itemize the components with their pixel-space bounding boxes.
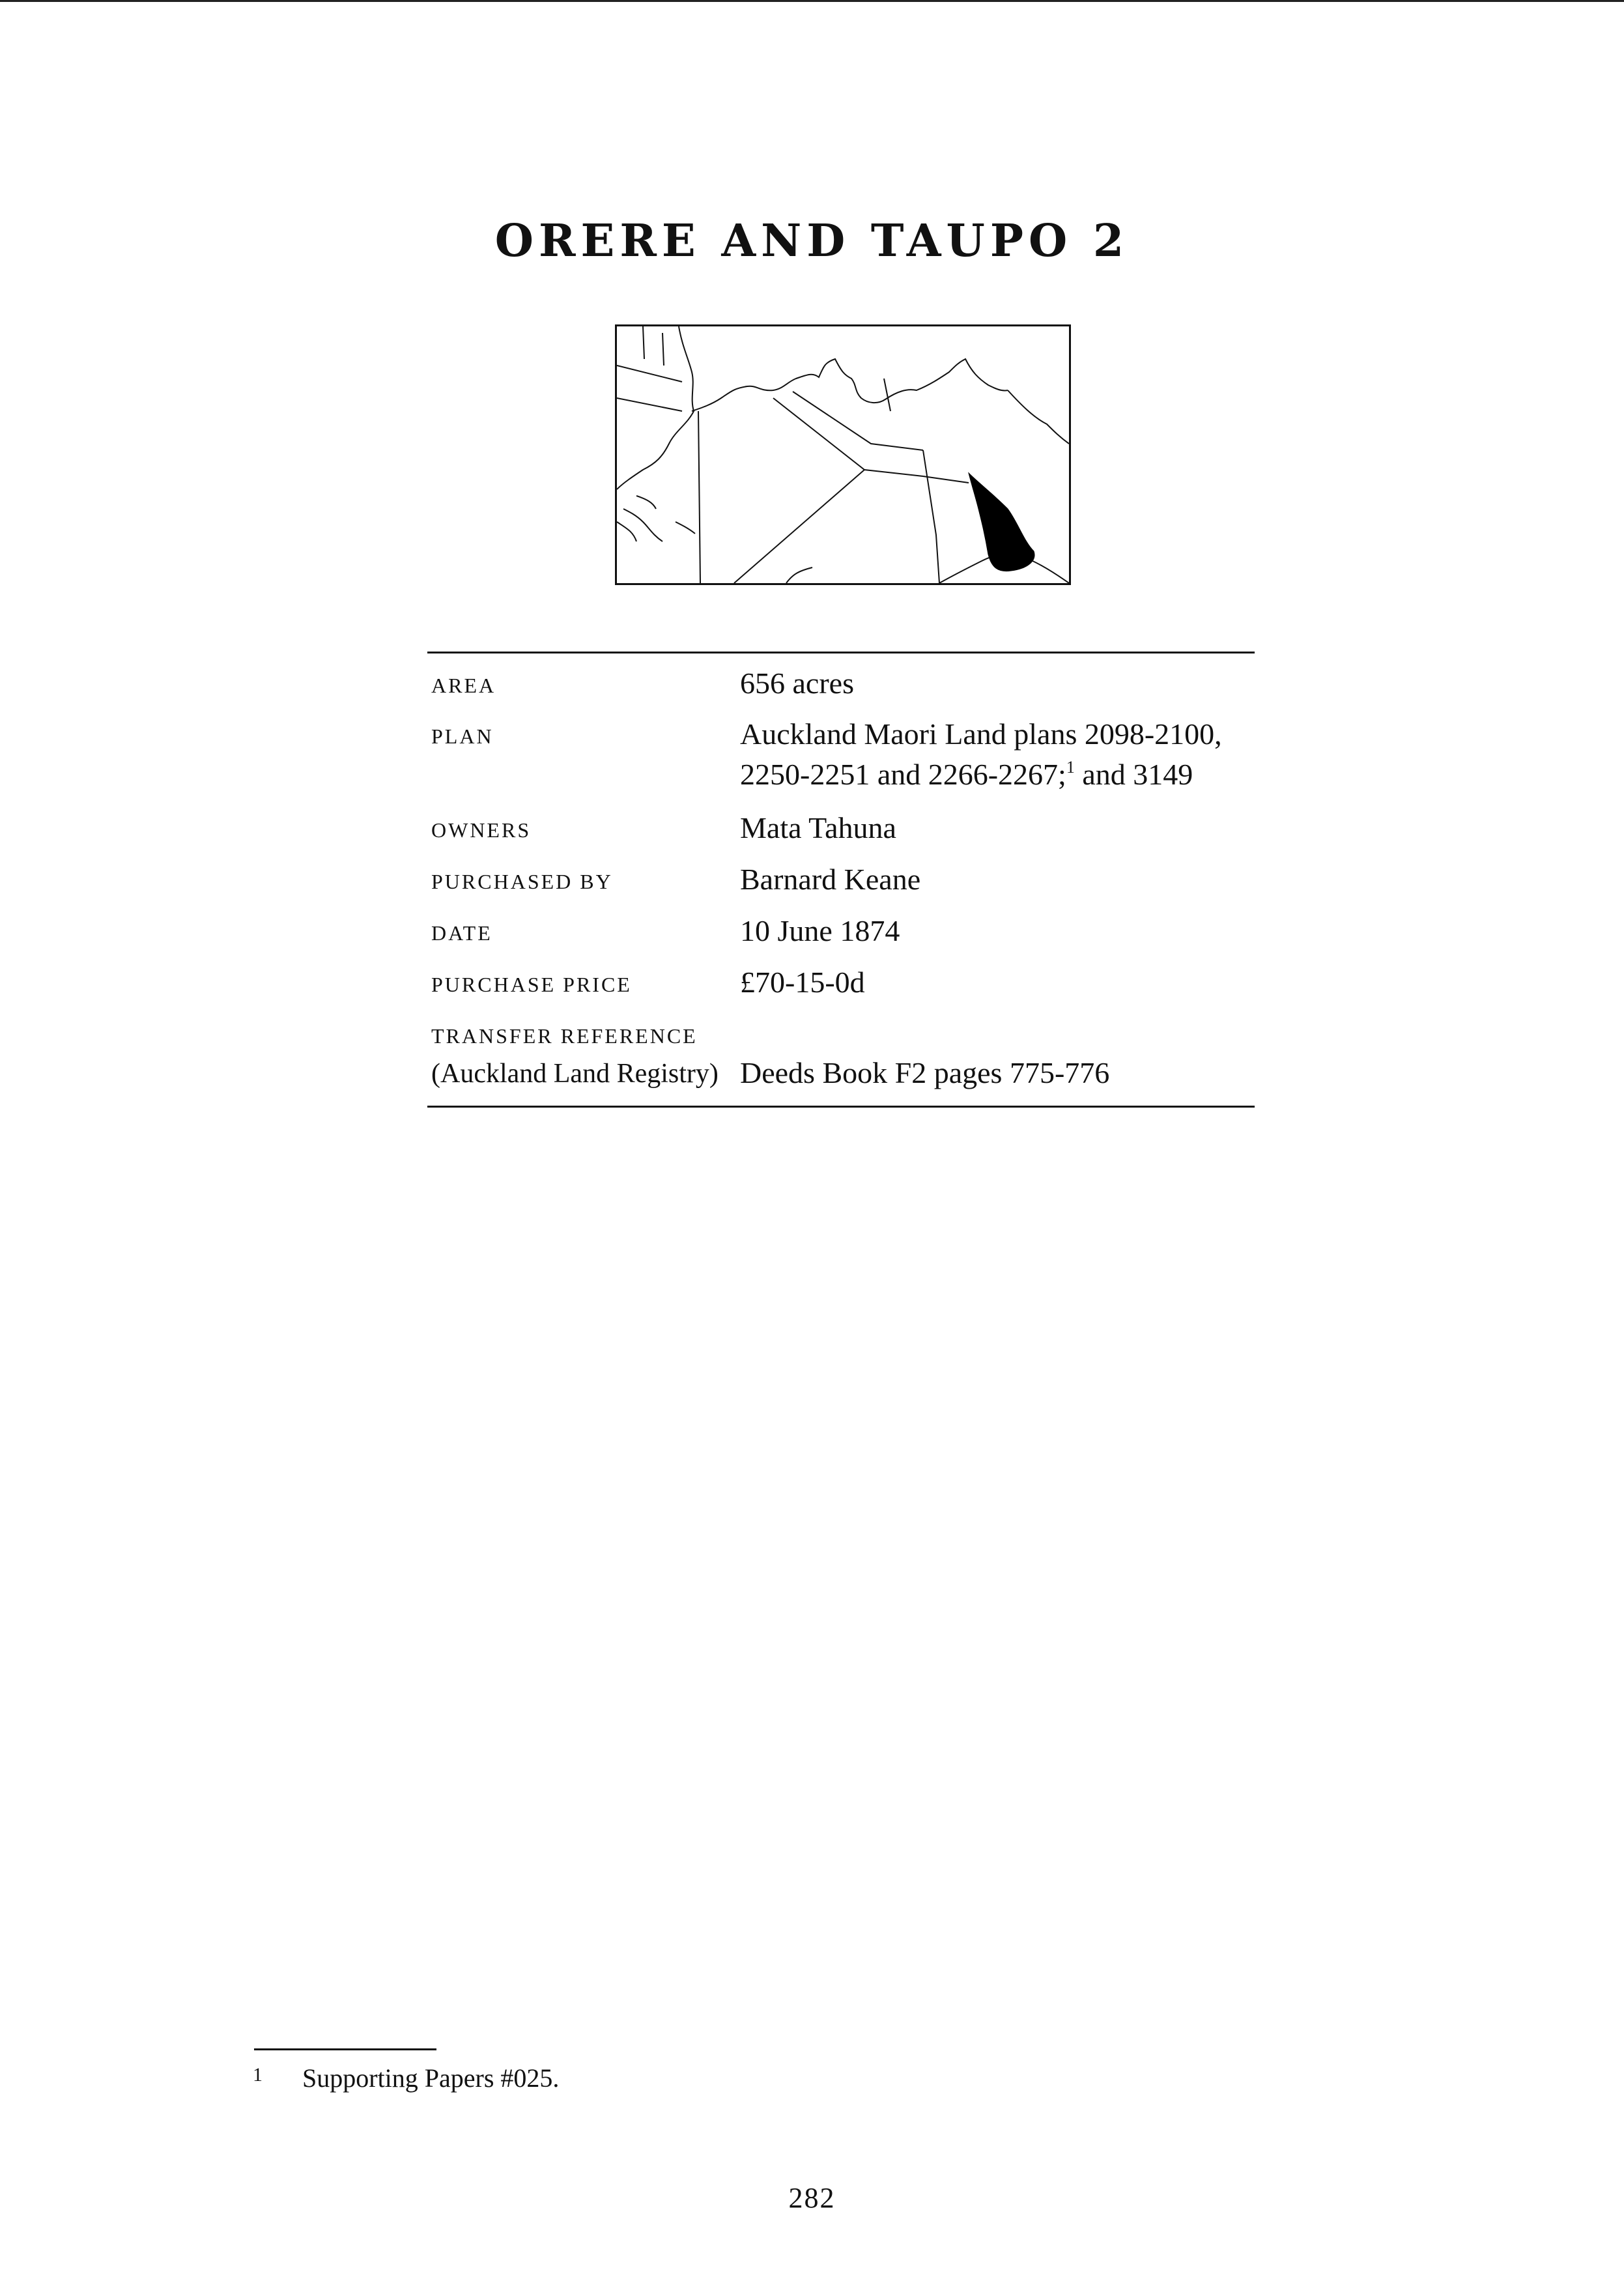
- page-number: 282: [788, 2182, 836, 2214]
- coastline-inner: [692, 359, 1008, 411]
- field-label: PURCHASE PRICE: [431, 973, 632, 996]
- locator-map-icon: [617, 326, 1069, 583]
- top-border: [0, 0, 1624, 2]
- page-title: ORERE AND TAUPO 2: [494, 215, 1130, 267]
- field-value: Deeds Book F2 pages 775-776: [740, 1056, 1110, 1089]
- field-label: AREA: [431, 674, 496, 697]
- field-value: Barnard Keane: [740, 863, 921, 896]
- table-bottom-rule: [427, 1106, 1255, 1108]
- field-value-line2: [740, 756, 1193, 794]
- field-value-text: and 3149: [1074, 758, 1193, 791]
- field-value: Mata Tahuna: [740, 811, 896, 844]
- footnote-number: 1: [253, 2064, 263, 2086]
- field-value: £70-15-0d: [740, 966, 865, 999]
- field-label: DATE: [431, 921, 492, 945]
- field-value-text: 2250-2251 and 2266-2267;: [740, 758, 1066, 791]
- footnote-rule: [254, 2048, 436, 2050]
- field-value: 10 June 1874: [740, 914, 900, 947]
- locator-map: [615, 324, 1071, 585]
- footnote-ref: 1: [1066, 757, 1075, 777]
- highlighted-block: [969, 473, 1034, 571]
- footnote-text: Supporting Papers #025.: [302, 2063, 560, 2093]
- field-label: PLAN: [431, 724, 494, 748]
- field-sub-label: (Auckland Land Registry): [431, 1059, 719, 1089]
- field-value: 656 acres: [740, 667, 854, 700]
- coast-east: [1008, 390, 1069, 444]
- coastline: [617, 326, 694, 489]
- field-value: Auckland Maori Land plans 2098-2100,: [740, 717, 1222, 751]
- field-label: PURCHASED BY: [431, 870, 613, 893]
- table-top-rule: [427, 652, 1255, 653]
- field-label: OWNERS: [431, 818, 532, 842]
- field-label: TRANSFER REFERENCE: [431, 1024, 698, 1048]
